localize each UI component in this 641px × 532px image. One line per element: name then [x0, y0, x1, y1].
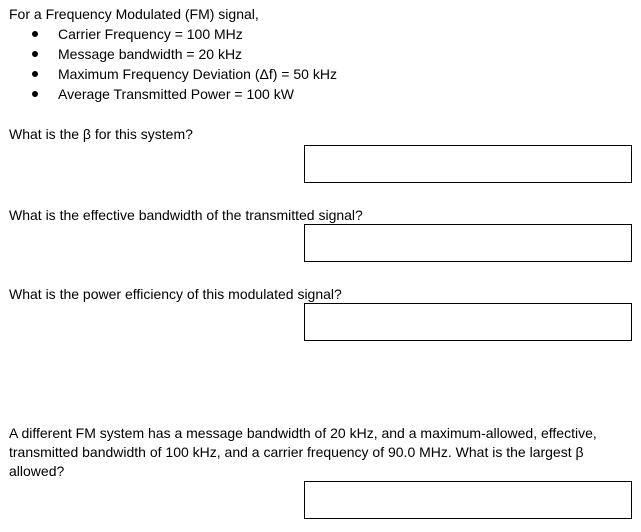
message-bandwidth-text: Message bandwidth = 20 kHz	[58, 46, 243, 62]
question-largest-beta: A different FM system has a message bandwidth of 20 kHz, and a maximum-allowed, effective, transmitted bandwidth of 100 kHz, and a carrier frequency of 90.0 MHz. What is the largest β allowed?	[9, 425, 597, 479]
answer-box-largest-beta[interactable]	[304, 481, 632, 519]
answer-box-effective-bandwidth[interactable]	[304, 224, 632, 262]
question-beta: What is the β for this system?	[9, 126, 193, 142]
transmitted-power-text: Average Transmitted Power = 100 kW	[58, 86, 294, 102]
question-power-efficiency: What is the power efficiency of this modulated signal?	[9, 286, 342, 302]
bullet-icon	[32, 71, 38, 77]
list-item	[0, 44, 337, 64]
bullet-icon	[32, 31, 38, 37]
intro-text: For a Frequency Modulated (FM) signal,	[9, 6, 259, 22]
list-item	[0, 64, 337, 84]
frequency-deviation-text: Maximum Frequency Deviation (Δf) = 50 kHz	[58, 66, 337, 82]
bullet-icon	[32, 51, 38, 57]
list-item	[0, 84, 337, 104]
answer-box-power-efficiency[interactable]	[304, 303, 632, 341]
signal-parameter-list	[0, 24, 337, 104]
question-effective-bandwidth: What is the effective bandwidth of the transmitted signal?	[9, 207, 363, 223]
bullet-icon	[32, 91, 38, 97]
carrier-frequency-text: Carrier Frequency = 100 MHz	[58, 26, 243, 42]
answer-box-beta[interactable]	[304, 145, 632, 183]
list-item	[0, 24, 337, 44]
